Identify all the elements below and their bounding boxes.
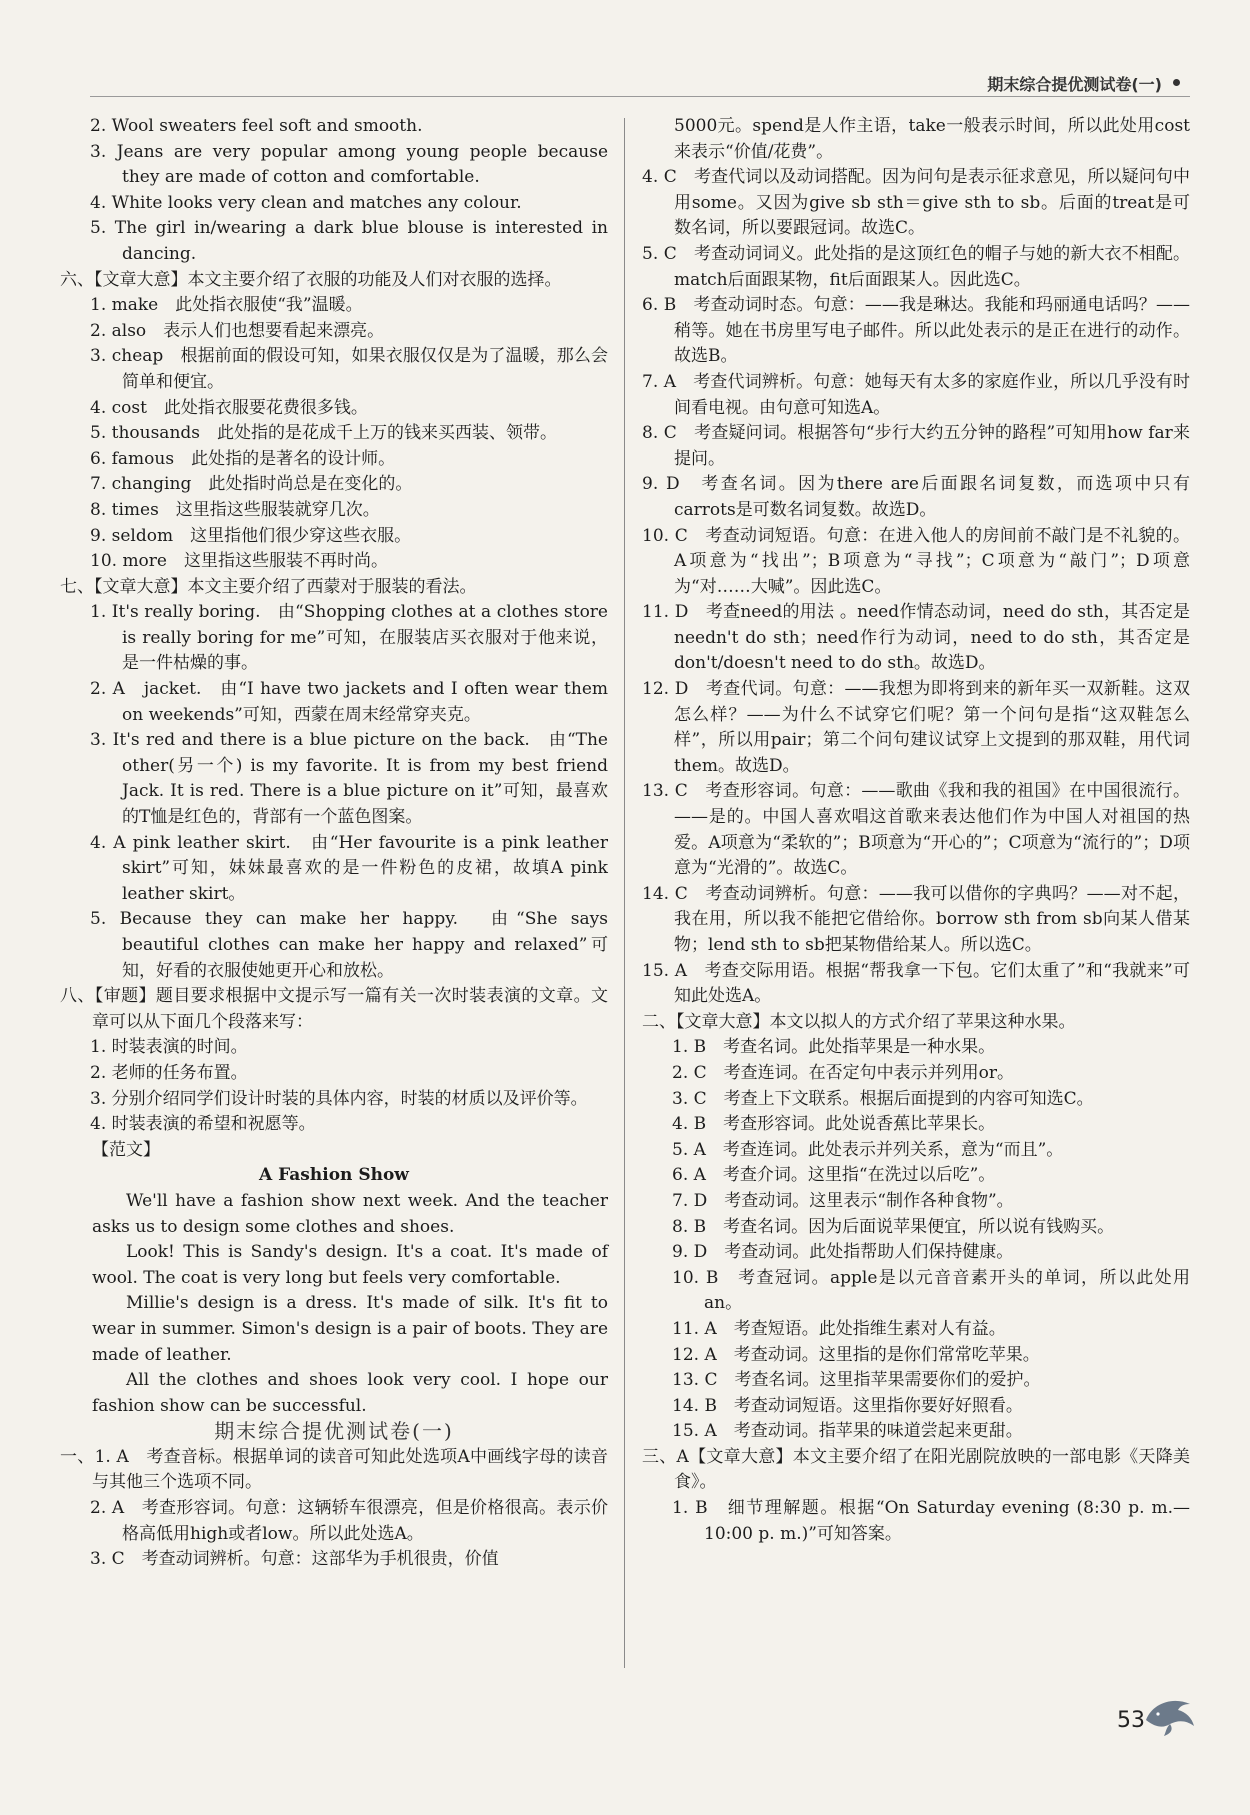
- answer-line: 13. C 考查形容词。句意：——歌曲《我和我的祖国》在中国很流行。——是的。中国人喜欢唱这首歌来表达他们作为中国人对祖国的热爱。A项意为“柔软的”；B项意为“开心的”；C项意为“流行的”；D项意为“光滑的”。故选C。: [642, 781, 1190, 879]
- answer-line: 9. seldom 这里指他们很少穿这些衣服。: [90, 525, 412, 546]
- page-number: 53: [1117, 1708, 1145, 1733]
- answer-line: 1. 时装表演的时间。: [90, 1037, 248, 1058]
- answer-line: 1. B 细节理解题。根据“On Saturday evening (8:30 p. m.—10:00 p. m.)”可知答案。: [672, 1498, 1190, 1544]
- essay-title: A Fashion Show: [259, 1165, 409, 1186]
- answer-line: 5. thousands 此处指的是花成千上万的钱来买西装、领带。: [90, 423, 558, 444]
- answer-line: 5000元。spend是人作主语，take一般表示时间，所以此处用cost来表示“价值/花费”。: [674, 116, 1190, 162]
- answer-line: 2. A 考查形容词。句意：这辆轿车很漂亮，但是价格很高。表示价格高低用high或者low。所以此处选A。: [90, 1498, 608, 1544]
- answer-line: Look! This is Sandy's design. It's a coat. It's made of wool. The coat is very long but feels very comfortable.: [92, 1242, 608, 1288]
- answer-line: 3. It's red and there is a blue picture on the back. 由“The other(另一个) is my favorite. It is from my best friend Jack. It is red. There is a blue picture on it”可知，最喜欢的T恤是红色的，背部有一个蓝色图案。: [90, 730, 608, 828]
- answer-line: Millie's design is a dress. It's made of silk. It's fit to wear in summer. Simon's design is a pair of boots. They are made of leather.: [92, 1293, 608, 1365]
- answer-line: 三、A【文章大意】本文主要介绍了在阳光剧院放映的一部电影《天降美食》。: [642, 1446, 1190, 1493]
- answer-line: 10. B 考查冠词。apple是以元音音素开头的单词，所以此处用an。: [672, 1267, 1190, 1314]
- page-header: [90, 70, 1190, 97]
- answer-line: 【范文】: [92, 1139, 160, 1160]
- answer-line: 2. Wool sweaters feel soft and smooth.: [90, 116, 423, 136]
- answer-line: 14. B 考查动词短语。这里指你要好好照看。: [672, 1395, 1023, 1416]
- answer-line: 7. A 考查代词辨析。句意：她每天有太多的家庭作业，所以几乎没有时间看电视。由句意可知选A。: [642, 371, 1190, 418]
- answer-line: 1. make 此处指衣服使“我”温暖。: [90, 295, 363, 316]
- answer-line: 8. times 这里指这些服装就穿几次。: [90, 499, 380, 520]
- answer-line: 12. A 考查动词。这里指的是你们常常吃苹果。: [672, 1344, 1040, 1365]
- answer-line: 八、【审题】题目要求根据中文提示写一篇有关一次时装表演的文章。文章可以从下面几个段落来写：: [60, 986, 608, 1032]
- answer-line: 2. A jacket. 由“I have two jackets and I often wear them on weekends”可知，西蒙在周末经常穿夹克。: [90, 679, 608, 725]
- answer-line: 7. D 考查动词。这里表示“制作各种食物”。: [672, 1190, 1014, 1211]
- answer-line: 3. cheap 根据前面的假设可知，如果衣服仅仅是为了温暖，那么会简单和便宜。: [90, 346, 608, 392]
- header-dot-icon: [1173, 79, 1180, 86]
- answer-line: 2. 老师的任务布置。: [90, 1062, 248, 1083]
- answer-line: 10. more 这里指这些服装不再时尚。: [90, 551, 388, 572]
- left-column: [60, 114, 608, 1573]
- answer-line: 3. C 考查动词辨析。句意：这部华为手机很贵，价值: [90, 1549, 499, 1570]
- answer-line: 11. D 考查need的用法 。need作情态动词，need do sth，其否定是needn't do sth；need作行为动词，need to do sth，其否定是don't/doesn't need to do sth。故选D。: [642, 602, 1190, 674]
- answer-line: 一、1. A 考查音标。根据单词的读音可知此处选项A中画线字母的读音与其他三个选项不同。: [60, 1446, 608, 1493]
- answer-line: 6. B 考查动词时态。句意：——我是琳达。我能和玛丽通电话吗？——稍等。她在书房里写电子邮件。所以此处表示的是正在进行的动作。故选B。: [642, 295, 1190, 367]
- answer-line: 8. B 考查名词。因为后面说苹果便宜，所以说有钱购买。: [672, 1216, 1115, 1237]
- answer-line: 3. Jeans are very popular among young people because they are made of cotton and comfortable.: [90, 141, 608, 188]
- answer-line: 5. C 考查动词词义。此处指的是这顶红色的帽子与她的新大衣不相配。match后面跟某物，fit后面跟某人。因此选C。: [642, 243, 1190, 290]
- answer-line: 12. D 考查代词。句意：——我想为即将到来的新年买一双新鞋。这双怎么样？——为什么不试穿它们呢？第一个问句是指“这双鞋怎么样”，所以用pair；第二个问句建议试穿上文提到的那双鞋，用代词them。故选D。: [642, 679, 1190, 776]
- answer-line: All the clothes and shoes look very cool. I hope our fashion show can be successful.: [92, 1370, 608, 1416]
- answer-line: 6. A 考查介词。这里指“在洗过以后吃”。: [672, 1165, 996, 1186]
- answer-line: 1. B 考查名词。此处指苹果是一种水果。: [672, 1037, 996, 1058]
- answer-line: 4. cost 此处指衣服要花费很多钱。: [90, 397, 368, 418]
- answer-line: 10. C 考查动词短语。句意：在进入他人的房间前不敲门是不礼貌的。A项意为“找出”；B项意为“寻找”；C项意为“敲门”；D项意为“对……大喊”。因此选C。: [642, 525, 1190, 597]
- answer-line: 4. A pink leather skirt. 由“Her favourite is a pink leather skirt”可知，妹妹最喜欢的是一件粉色的皮裙，故填A pink leather skirt。: [90, 832, 608, 904]
- answer-line: 4. White looks very clean and matches any colour.: [90, 192, 522, 213]
- answer-line: 4. B 考查形容词。此处说香蕉比苹果长。: [672, 1114, 996, 1135]
- column-divider: [624, 118, 625, 1668]
- answer-line: 14. C 考查动词辨析。句意：——我可以借你的字典吗？——对不起，我在用，所以我不能把它借给你。borrow sth from sb向某人借某物；lend sth to sb把某物借给某人。所以选C。: [642, 883, 1190, 955]
- answer-line: 6. famous 此处指的是著名的设计师。: [90, 448, 396, 469]
- answer-line: 4. 时装表演的希望和祝愿等。: [90, 1114, 316, 1135]
- dolphin-icon: [1140, 1690, 1200, 1738]
- answer-line: 9. D 考查动词。此处指帮助人们保持健康。: [672, 1242, 1014, 1263]
- answer-line: 3. 分别介绍同学们设计时装的具体内容，时装的材质以及评价等。: [90, 1088, 588, 1109]
- answer-line: 2. C 考查连词。在否定句中表示并列用or。: [672, 1062, 1014, 1083]
- answer-line: 2. also 表示人们也想要看起来漂亮。: [90, 320, 385, 341]
- right-column: [642, 114, 1190, 1547]
- answer-line: 15. A 考查交际用语。根据“帮我拿一下包。它们太重了”和“我就来”可知此处选A。: [642, 960, 1190, 1007]
- answer-line: 5. Because they can make her happy. 由“She says beautiful clothes can make her happy and relaxed”可知，好看的衣服使她更开心和放松。: [90, 909, 608, 981]
- answer-line: We'll have a fashion show next week. And the teacher asks us to design some clothes and shoes.: [92, 1190, 608, 1237]
- answer-line: 3. C 考查上下文联系。根据后面提到的内容可知选C。: [672, 1088, 1094, 1109]
- answer-line: 5. A 考查连词。此处表示并列关系，意为“而且”。: [672, 1139, 1064, 1160]
- answer-line: 13. C 考查名词。这里指苹果需要你们的爱护。: [672, 1370, 1041, 1391]
- answer-line: 15. A 考查动词。指苹果的味道尝起来更甜。: [672, 1421, 1023, 1442]
- answer-line: 7. changing 此处指时尚总是在变化的。: [90, 474, 413, 495]
- answer-line: 二、【文章大意】本文以拟人的方式介绍了苹果这种水果。: [642, 1011, 1076, 1032]
- answer-line: 六、【文章大意】本文主要介绍了衣服的功能及人们对衣服的选择。: [60, 269, 562, 290]
- answer-line: 8. C 考查疑问词。根据答句“步行大约五分钟的路程”可知用how far来提问。: [642, 423, 1190, 469]
- answer-line: 9. D 考查名词。因为there are后面跟名词复数，而选项中只有carrots是可数名词复数。故选D。: [642, 474, 1190, 520]
- header-title: 期末综合提优测试卷(一): [987, 75, 1162, 94]
- answer-line: 5. The girl in/wearing a dark blue blouse is interested in dancing.: [90, 218, 608, 264]
- answer-line: 4. C 考查代词以及动词搭配。因为问句是表示征求意见，所以疑问句中用some。又因为give sb sth＝give sth to sb。后面的treat是可数名词，所以要跟冠词。故选C。: [642, 167, 1190, 239]
- answer-line: 11. A 考查短语。此处指维生素对人有益。: [672, 1318, 1006, 1339]
- section-title: 期末综合提优测试卷(一): [214, 1419, 454, 1444]
- answer-line: 1. It's really boring. 由“Shopping clothes at a clothes store is really boring for me”可知，在服装店买衣服对于他来说，是一件枯燥的事。: [90, 602, 608, 674]
- answer-line: 七、【文章大意】本文主要介绍了西蒙对于服装的看法。: [60, 576, 477, 597]
